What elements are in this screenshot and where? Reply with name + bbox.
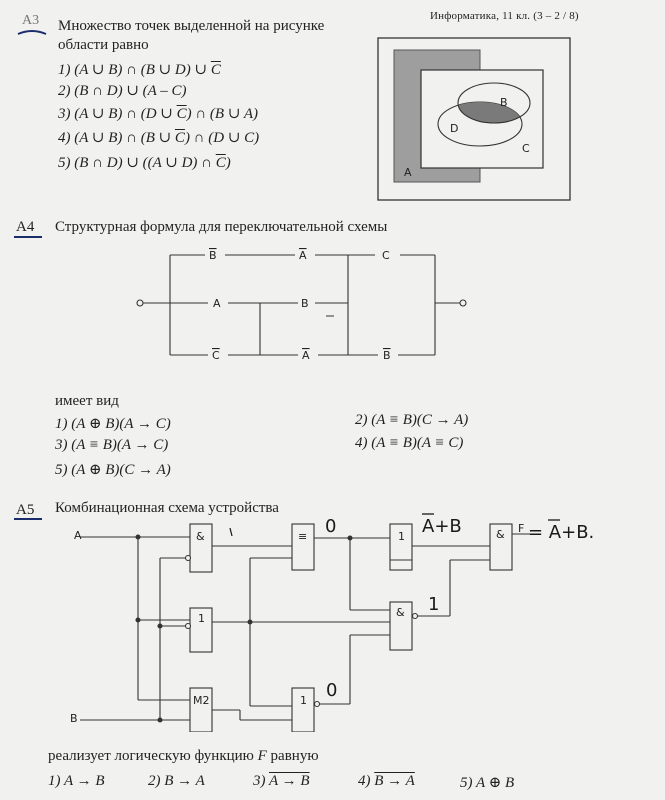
a5-realizes: реализует логическую функцию F равную: [48, 748, 319, 764]
a5-label: А5: [16, 502, 35, 518]
switch-mid-1: A: [213, 297, 221, 310]
a4-question: Структурная формула для переключательной схемы: [55, 219, 388, 235]
gate-or2-label: 1: [398, 530, 405, 543]
a5-option-2[interactable]: 2) B → A: [148, 773, 205, 789]
a4-option-2[interactable]: 2) (A ≡ B)(C → A): [355, 412, 469, 428]
a4-option-4[interactable]: 4) (A ≡ B)(A ≡ C): [355, 435, 464, 451]
a4-option-1[interactable]: 1) (A ⊕ B)(A → C): [55, 416, 171, 432]
a3-label: А3: [22, 13, 40, 28]
a5-option-4[interactable]: 4) B → A: [358, 773, 415, 789]
input-a-label: A: [74, 529, 82, 542]
switch-top-2: A: [299, 249, 307, 262]
switch-bot-2: A: [302, 349, 310, 362]
a3-option-4[interactable]: 4) (A ∪ B) ∩ (B ∪ $\overline{C}$) ∩ (D ∪ C): [58, 130, 260, 146]
course-header: Информатика, 11 кл. (3 – 2 / 8): [430, 10, 579, 22]
hw-or2-value: A+B: [422, 516, 462, 537]
venn-label-b: B: [500, 96, 508, 109]
a3-option-1[interactable]: 1) (A ∪ B) ∩ (B ∪ D) ∪ $\overline{C}$: [58, 62, 221, 78]
a3-question-line1: Множество точек выделенной на рисунке: [58, 18, 325, 34]
gate-or3-label: 1: [300, 694, 307, 707]
input-b-label: B: [70, 712, 78, 725]
a3-venn-diagram: [376, 36, 572, 202]
a4-switch-scheme: [130, 240, 475, 370]
hw-eq-value: 0: [325, 516, 337, 537]
switch-mid-2: B: [301, 297, 309, 310]
a3-option-3[interactable]: 3) (A ∪ B) ∩ (D ∪ $\overline{C}$) ∩ (B ∪ A): [58, 106, 259, 122]
a3-underline: [16, 24, 56, 38]
gate-m2-label: M2: [193, 694, 210, 707]
hw-or3-value: 0: [326, 680, 338, 701]
a5-option-3[interactable]: 3) A → B: [253, 773, 310, 789]
output-label: F: [518, 522, 525, 535]
a4-option-5[interactable]: 5) (A ⊕ B)(C → A): [55, 462, 171, 478]
a5-logic-circuit: [60, 510, 630, 732]
a5-underline: [12, 514, 46, 524]
gate-and1-label: &: [196, 530, 205, 543]
venn-label-d: D: [450, 122, 459, 135]
hw-result: = A+B.: [528, 522, 595, 543]
a5-question: Комбинационная схема устройства: [55, 500, 279, 516]
gate-and3-label: &: [496, 528, 505, 541]
venn-label-a: A: [404, 166, 412, 179]
venn-label-c: C: [522, 142, 530, 155]
a5-option-5[interactable]: 5) A ⊕ B: [460, 775, 515, 791]
a4-option-3[interactable]: 3) (A ≡ B)(A → C): [55, 437, 169, 453]
a3-option-2[interactable]: 2) (B ∩ D) ∪ (A – C): [58, 83, 187, 99]
switch-bot-3: B: [383, 349, 391, 362]
a5-option-1[interactable]: 1) A → B: [48, 773, 105, 789]
a3-question-line2: области равно: [58, 37, 149, 53]
switch-top-3: C: [382, 249, 390, 262]
a4-underline: [12, 232, 46, 242]
gate-and2-label: &: [396, 606, 405, 619]
a3-option-5[interactable]: 5) (B ∩ D) ∪ ((A ∪ D) ∩ $\overline{C}$): [58, 155, 231, 171]
gate-or1-label: 1: [198, 612, 205, 625]
gate-eq-label: ≡: [298, 530, 308, 543]
hw-and2-value: 1: [428, 594, 440, 615]
switch-bot-1: C: [212, 349, 220, 362]
a4-has-form: имеет вид: [55, 393, 119, 409]
switch-top-1: B: [209, 249, 217, 262]
a4-label: А4: [16, 219, 35, 235]
